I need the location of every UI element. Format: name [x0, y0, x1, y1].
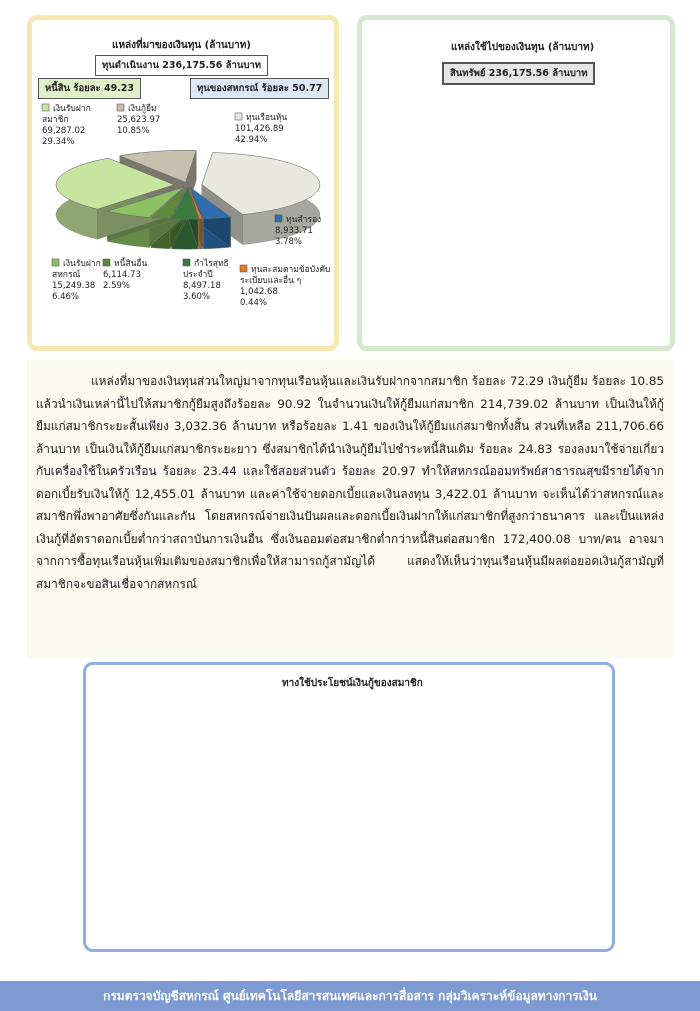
slice-label-0-6 — [42, 104, 91, 147]
slice-value-text: 1,042.68 — [240, 287, 278, 297]
slice-name-text: เงินกู้ยืม — [128, 104, 157, 114]
slice-name-text: สมาชิก — [42, 115, 69, 125]
slice-percent-text: 3.60% — [183, 292, 211, 302]
legend-swatch-0-5 — [52, 259, 59, 266]
slice-value-text: 6,114.73 — [103, 270, 141, 280]
slice-label-0-7 — [117, 103, 160, 136]
sources-chart-title: แหล่งที่มาของเงินทุน (ล้านบาท) — [112, 40, 251, 51]
slice-label-0-1 — [275, 215, 321, 247]
slice-name-text: ประจำปี — [183, 270, 213, 280]
slice-value-text: 15,249.38 — [52, 281, 96, 291]
loan-usage-chart-title: ทางใช้ประโยชน์เงินกู้ของสมาชิก — [282, 678, 423, 689]
slice-percent-text: 42.94% — [235, 135, 268, 145]
slice-name-text: สหกรณ์ — [52, 270, 81, 280]
slice-percent-text: 2.59% — [103, 281, 131, 291]
slice-value-text: 8,497.18 — [183, 281, 221, 291]
slice-name-text: ทุนสำรอง — [286, 215, 322, 225]
analysis-paragraph: แหล่งที่มาของเงินทุนส่วนใหญ่มาจากทุนเรือนหุ้นและเงินรับฝากจากสมาชิก ร้อยละ 72.29 เงินกู้ยืม ร้อยละ 10.85 แล้วนำเงินเหล่านี้ไปให้สมาชิกกู้ยืมสูงถึงร้อยละ 90.92 ในจำนวนเงินให้กู้ยืมแก่สมาชิก 214,739.02 ล้านบาท เป็นเงินให้กู้ยืมแก่สมาชิกระยะสั้นเพียง 3,032.36 ล้านบาท หรือร้อยละ 1.41 ของเงินให้กู้ยืมแก่สมาชิกทั้งสิ้น ส่วนที่เหลือ 211,706.66 ล้านบาท เป็นเงินให้กู้ยืมแก่สมาชิกระยะยาว ซึ่งสมาชิกได้นำเงินกู้ยืมไปชำระหนี้สินเดิม ร้อยละ 24.83 รองลงมาใช้จ่ายเกี่ยวกับเครื่องใช้ในครัวเรือน ร้อยละ 23.44 และใช้สอยส่วนตัว ร้อยละ 20.97 ทำให้สหกรณ์ออมทรัพย์สาธารณสุขมีรายได้จากดอกเบี้ยรับเงินให้กู้ 12,455.01 ล้านบาท และค่าใช้จ่ายดอกเบี้ยและเงินลงทุน 3,422.01 ล้านบาท จะเห็นได้ว่าสหกรณ์และสมาชิกพึ่งพาอาศัยซึ่งกันและกัน โดยสหกรณ์จ่ายเงินปันผลและดอกเบี้ยเงินฝากให้แก่สมาชิกที่สูงกว่าธนาคาร และเป็นแหล่งเงินกู้ที่อัตราดอกเบี้ยต่ำกว่าสถาบันการเงินอื่น ซึ่งเงินออมต่อสมาชิกต่ำกว่าหนี้สินต่อสมาชิก 172,400.08 บาท/คน อาจมาจากการซื้อทุนเรือนหุ้นเพิ่มเติมของสมาชิกเพื่อให้สามารถกู้สามัญได้ แสดงให้เห็นว่าทุนเรือนหุ้นมีผลต่อยอดเงินกู้สามัญที่สมาชิกจะขอสินเชื่อจากสหกรณ์ — [36, 374, 664, 591]
equity-group-label: ทุนของสหกรณ์ ร้อยละ 50.77 — [190, 78, 329, 99]
legend-swatch-0-4 — [103, 259, 110, 266]
legend-swatch-0-7 — [117, 104, 124, 111]
sources-total-label: ทุนดำเนินงาน 236,175.56 ล้านบาท — [95, 55, 268, 76]
slice-name-text: เงินรับฝาก — [53, 104, 91, 114]
legend-swatch-0-6 — [42, 104, 49, 111]
liabilities-group-label: หนี้สิน ร้อยละ 49.23 — [38, 78, 141, 99]
legend-swatch-0-0 — [235, 113, 242, 120]
slice-value-text: 8,933.71 — [275, 226, 313, 236]
slice-name-text: ระเบียบและอื่น ๆ — [240, 276, 302, 286]
loan-usage-chart-panel — [83, 662, 615, 952]
slice-name-text: หนี้สินอื่น — [114, 259, 148, 269]
slice-percent-text: 29.34% — [42, 137, 75, 147]
legend-swatch-0-3 — [183, 259, 190, 266]
uses-chart-title: แหล่งใช้ไปของเงินทุน (ล้านบาท) — [451, 42, 595, 53]
slice-percent-text: 10.85% — [117, 126, 150, 136]
slice-name-text: ทุนเรือนหุ้น — [246, 113, 288, 123]
uses-total-label: สินทรัพย์ 236,175.56 ล้านบาท — [442, 62, 595, 85]
slice-label-0-2 — [240, 264, 330, 308]
legend-swatch-0-1 — [275, 215, 282, 222]
slice-label-0-0 — [235, 112, 287, 145]
slice-name-text: ทุนสะสมตามข้อบังคับ — [251, 265, 331, 275]
slice-name-text: เงินรับฝาก — [63, 259, 101, 269]
slice-percent-text: 3.78% — [275, 237, 303, 247]
slice-percent-text: 0.44% — [240, 298, 268, 308]
slice-label-0-4 — [103, 257, 148, 291]
slice-name-text: กำไรสุทธิ — [194, 259, 229, 269]
slice-value-text: 69,287.02 — [42, 126, 86, 136]
slice-label-0-5 — [52, 259, 101, 302]
slice-value-text: 101,426.89 — [235, 124, 284, 134]
legend-swatch-0-2 — [240, 265, 247, 272]
slice-percent-text: 6.46% — [52, 292, 80, 302]
slice-value-text: 25,623.97 — [117, 115, 161, 125]
slice-label-0-3 — [183, 258, 229, 302]
footer-bar: กรมตรวจบัญชีสหกรณ์ ศูนย์เทคโนโลยีสารสนเทศและการสื่อสาร กลุ่มวิเคราะห์ข้อมูลทางการเงิน — [0, 981, 700, 1011]
